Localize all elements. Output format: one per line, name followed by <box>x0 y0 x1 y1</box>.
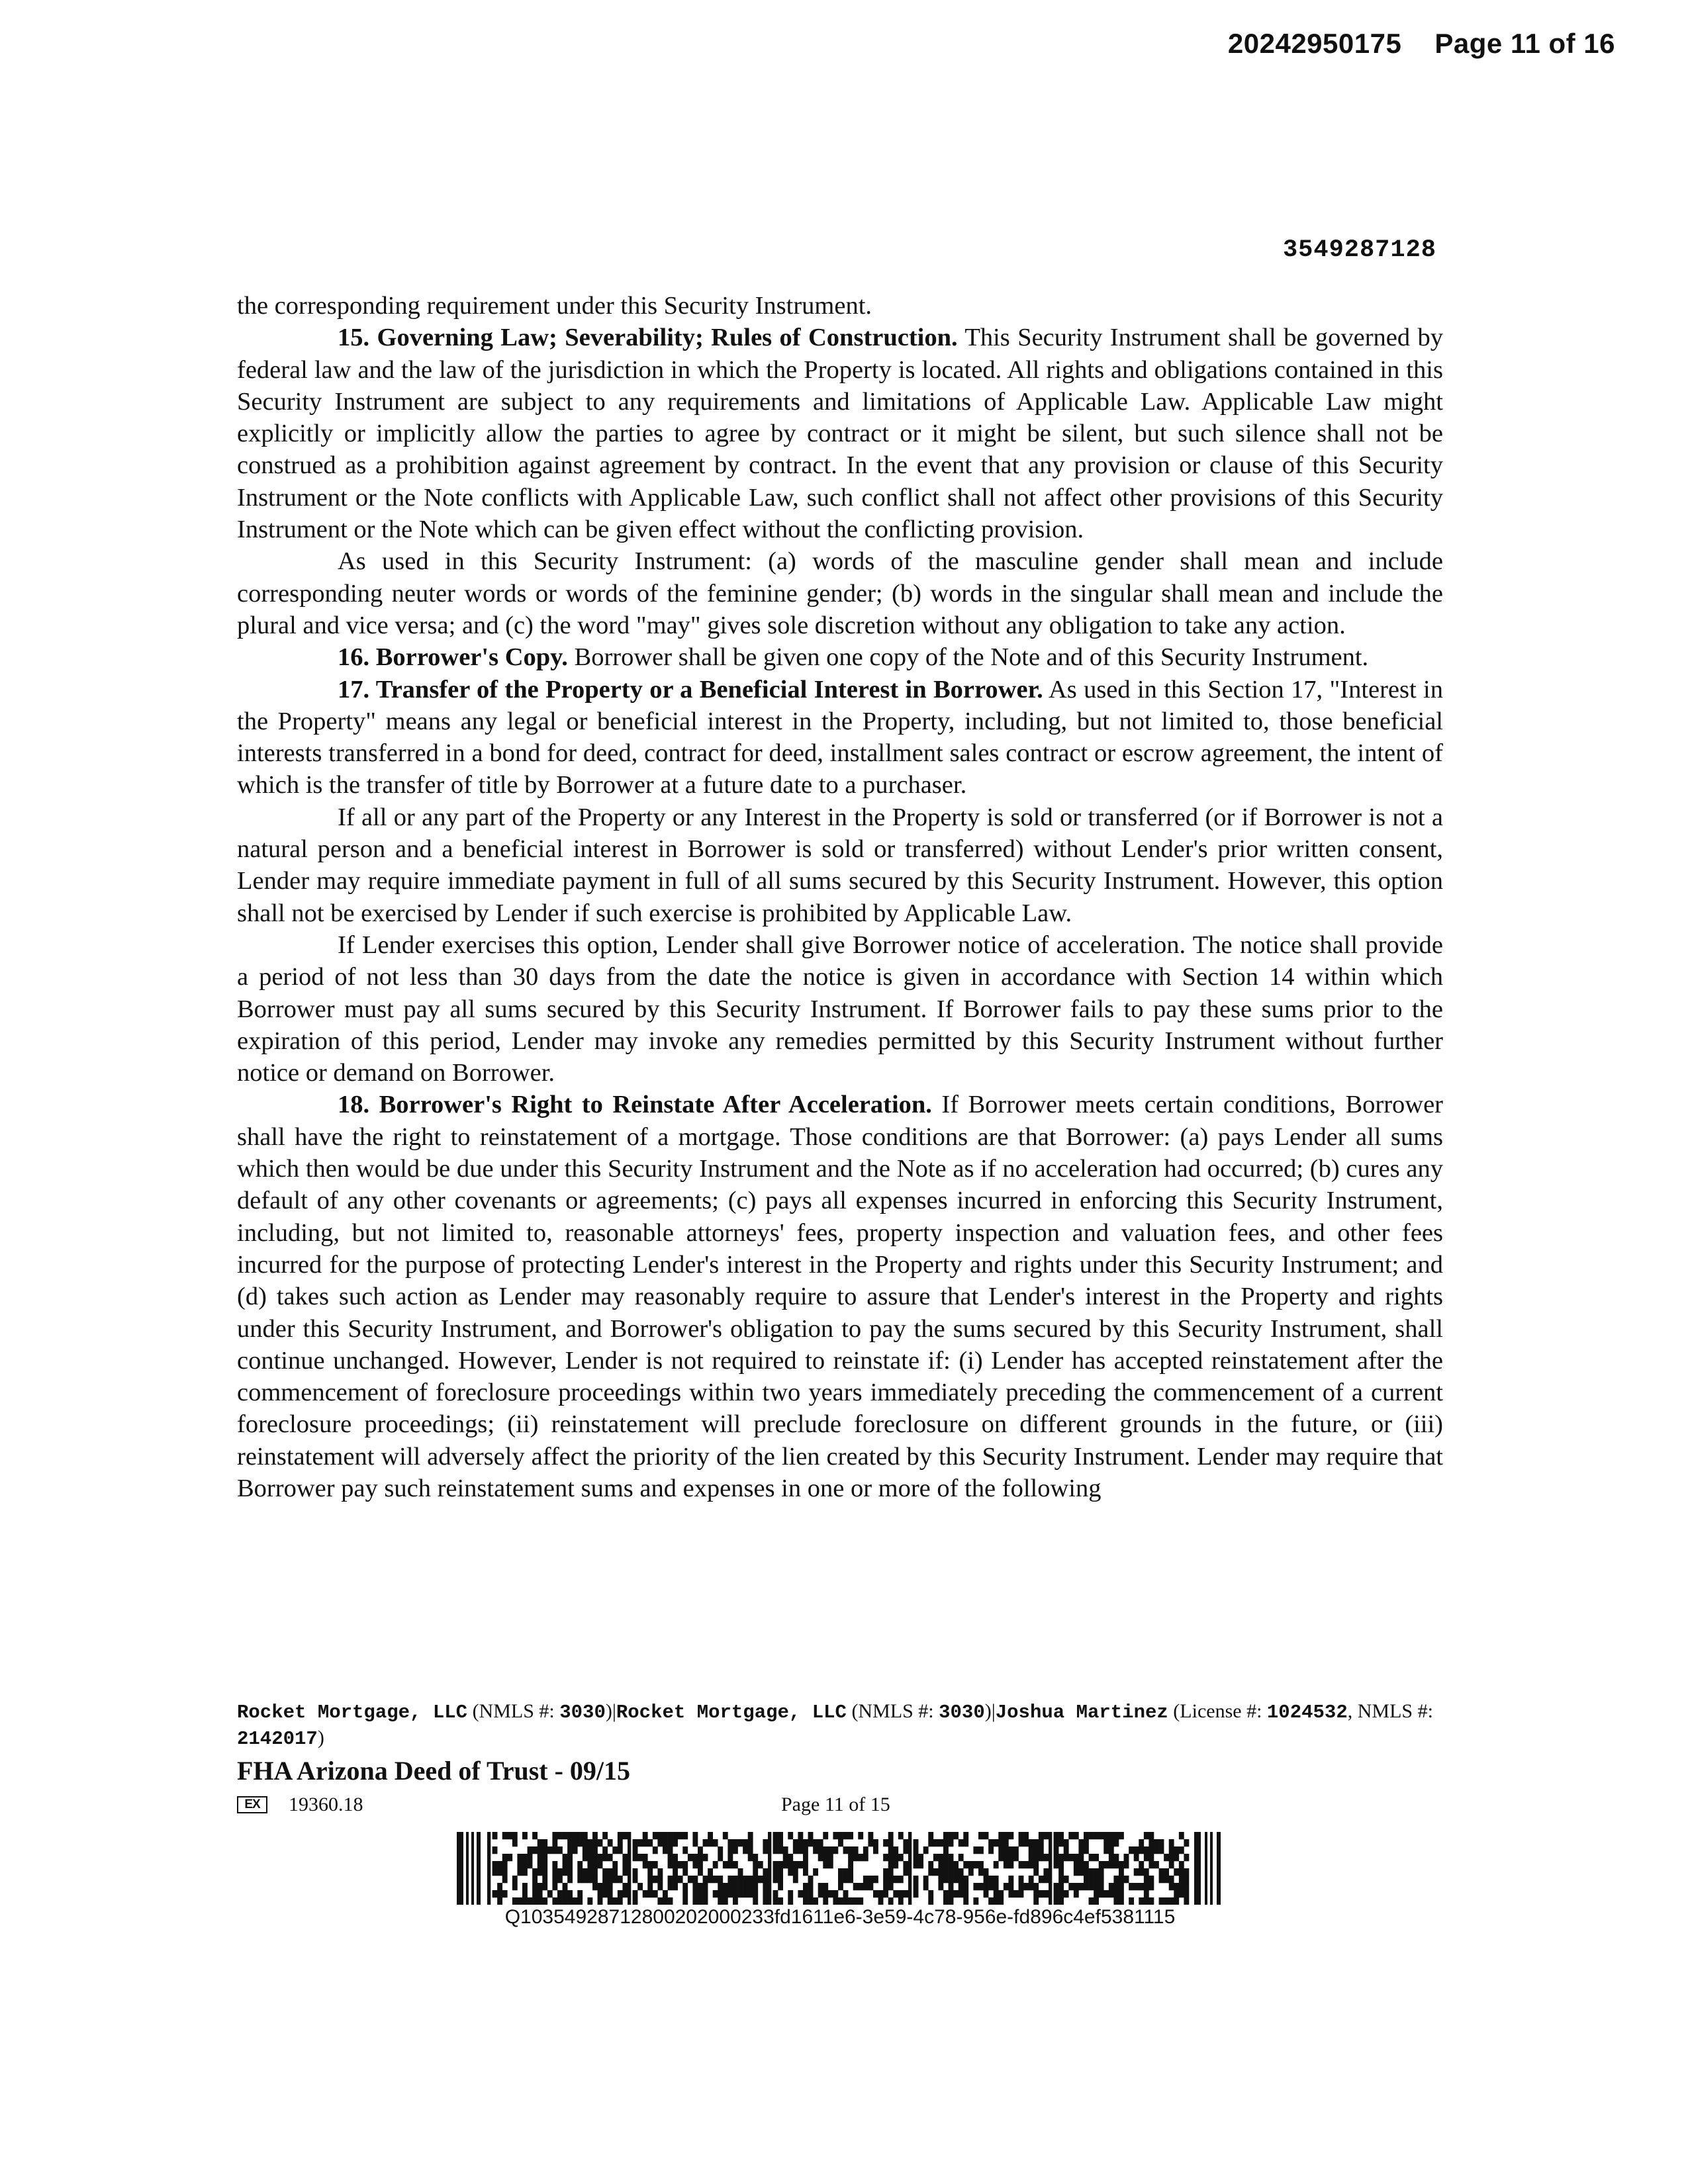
recording-page: Page 11 of 16 <box>1434 28 1615 59</box>
section-18-heading: 18. Borrower's Right to Reinstate After Acceleration. <box>338 1091 932 1119</box>
section-17-heading: 17. Transfer of the Property or a Beneficial Interest in Borrower. <box>338 675 1043 704</box>
section-16-text: Borrower shall be given one copy of the Note and of this Security Instrument. <box>567 643 1369 672</box>
form-title: FHA Arizona Deed of Trust - 09/15 <box>237 1756 631 1786</box>
continuation-paragraph: the corresponding requirement under this Security Instrument. <box>237 292 872 320</box>
section-16 <box>237 641 1443 673</box>
section-18-text: If Borrower meets certain conditions, Borrower shall have the right to reinstatement of a mortgage. Those conditions are that Borrower: (a) pays Lender all sums which then would be due under this Security Instrument and the Note as if no acceleration had occurred; (b) cures any default of any other covenants or agreements; (c) pays all expenses incurred in enforcing this Security Instrument, including, but not limited to, reasonable attorneys' fees, property inspection and valuation fees, and other fees incurred for the purpose of protecting Lender's interest in the Property and rights under this Security Instrument; and (d) takes such action as Lender may reasonably require to assure that Lender's interest in the Property and rights under this Security Instrument, and Borrower's obligation to pay the sums secured by this Security Instrument, shall continue unchanged. However, Lender is not required to reinstate if: (i) Lender has accepted reinstatement after the commencement of foreclosure proceedings within two years immediately preceding the commencement of a current foreclosure proceedings; (ii) reinstatement will preclude foreclosure on different grounds in the future, or (iii) reinstatement will adversely affect the priority of the lien created by this Security Instrument. Lender may require that Borrower pay such reinstatement sums and expenses in one or more of the following <box>237 1091 1443 1502</box>
section-17-text: As used in this Section 17, "Interest in the Property" means any legal or beneficial interest in the Property, including, but not limited to, those beneficial interests transferred in a bond for deed, contract for deed, installment sales contract or escrow agreement, the intent of which is the transfer of title by Borrower at a future date to a purchaser. <box>237 675 1443 799</box>
section-17-paragraph-3: If Lender exercises this option, Lender shall give Borrower notice of acceleration. The notice shall provide a period of not less than 30 days from the date the notice is given in accordance with Section 14 within which Borrower must pay all sums secured by this Security Instrument. If Borrower fails to pay these sums prior to the expiration of this period, Lender may invoke any remedies permitted by this Security Instrument without further notice or demand on Borrower. <box>237 931 1443 1087</box>
recording-number: 20242950175 <box>1227 28 1402 59</box>
lender-name: Rocket Mortgage, LLC <box>616 1702 847 1723</box>
loan-originator-nmls: 2142017 <box>237 1728 318 1750</box>
section-15-heading: 15. Governing Law; Severability; Rules of Construction. <box>338 324 958 352</box>
loan-originator-license: 1024532 <box>1266 1702 1348 1723</box>
section-16-heading: 16. Borrower's Copy. <box>338 643 568 672</box>
lender-nmls: 3030 <box>939 1702 985 1723</box>
form-page-number: Page 11 of 15 <box>781 1794 890 1815</box>
section-17-paragraph-2: If all or any part of the Property or any Interest in the Property is sold or transferred (or if Borrower is not a natural person and a beneficial interest in Borrower is sold or transferred) without Lender's prior written consent, Lender may require immediate payment in full of all sums secured by this Security Instrument. However, this option shall not be exercised by Lender if such exercise is prohibited by Applicable Law. <box>237 803 1443 927</box>
form-logo-icon: EX <box>237 1796 267 1813</box>
lender-nmls: 3030 <box>559 1702 606 1723</box>
close-paren: ) <box>317 1727 324 1749</box>
separator: )| <box>605 1700 616 1722</box>
form-number: 19360.18 <box>289 1794 363 1815</box>
loan-originator-name: Joshua Martinez <box>995 1702 1168 1723</box>
document-body <box>237 290 1443 1504</box>
section-15-text: This Security Instrument shall be governed by federal law and the law of the jurisdiction in which the Property is located. All rights and obligations contained in this Security Instrument are subject to any requirements and limitations of Applicable Law. Applicable Law might explicitly or implicitly allow the parties to agree by contract or it might be silent, but such silence shall not be construed as a prohibition against agreement by contract. In the event that any provision or clause of this Security Instrument or the Note conflicts with Applicable Law, such conflict shall not affect other provisions of this Security Instrument or the Note which can be given effect without the conflicting provision. <box>237 324 1443 544</box>
section-15 <box>237 322 1443 545</box>
nmls-label: (NMLS #: <box>467 1700 560 1722</box>
recording-header <box>1228 28 1615 60</box>
nmls-label: (NMLS #: <box>846 1700 939 1722</box>
barcode-icon <box>457 1832 1223 1905</box>
loan-number: 3549287128 <box>1282 236 1436 264</box>
form-info-line <box>237 1794 1443 1820</box>
nmls-label: , NMLS #: <box>1347 1700 1433 1722</box>
section-17 <box>237 674 1443 801</box>
lender-info <box>237 1699 1443 1752</box>
lender-name: Rocket Mortgage, LLC <box>237 1702 468 1723</box>
license-label: (License #: <box>1168 1700 1267 1722</box>
separator: )| <box>984 1700 996 1722</box>
barcode-text: Q10354928712800202000233fd1611e6-3e59-4c78-956e-fd896c4ef5381115 <box>504 1906 1176 1928</box>
section-15-paragraph-2: As used in this Security Instrument: (a) words of the masculine gender shall mean and include corresponding neuter words or words of the feminine gender; (b) words in the singular shall mean and include the plural and vice versa; and (c) the word "may" gives sole discretion without any obligation to take any action. <box>237 547 1443 639</box>
section-18 <box>237 1089 1443 1504</box>
